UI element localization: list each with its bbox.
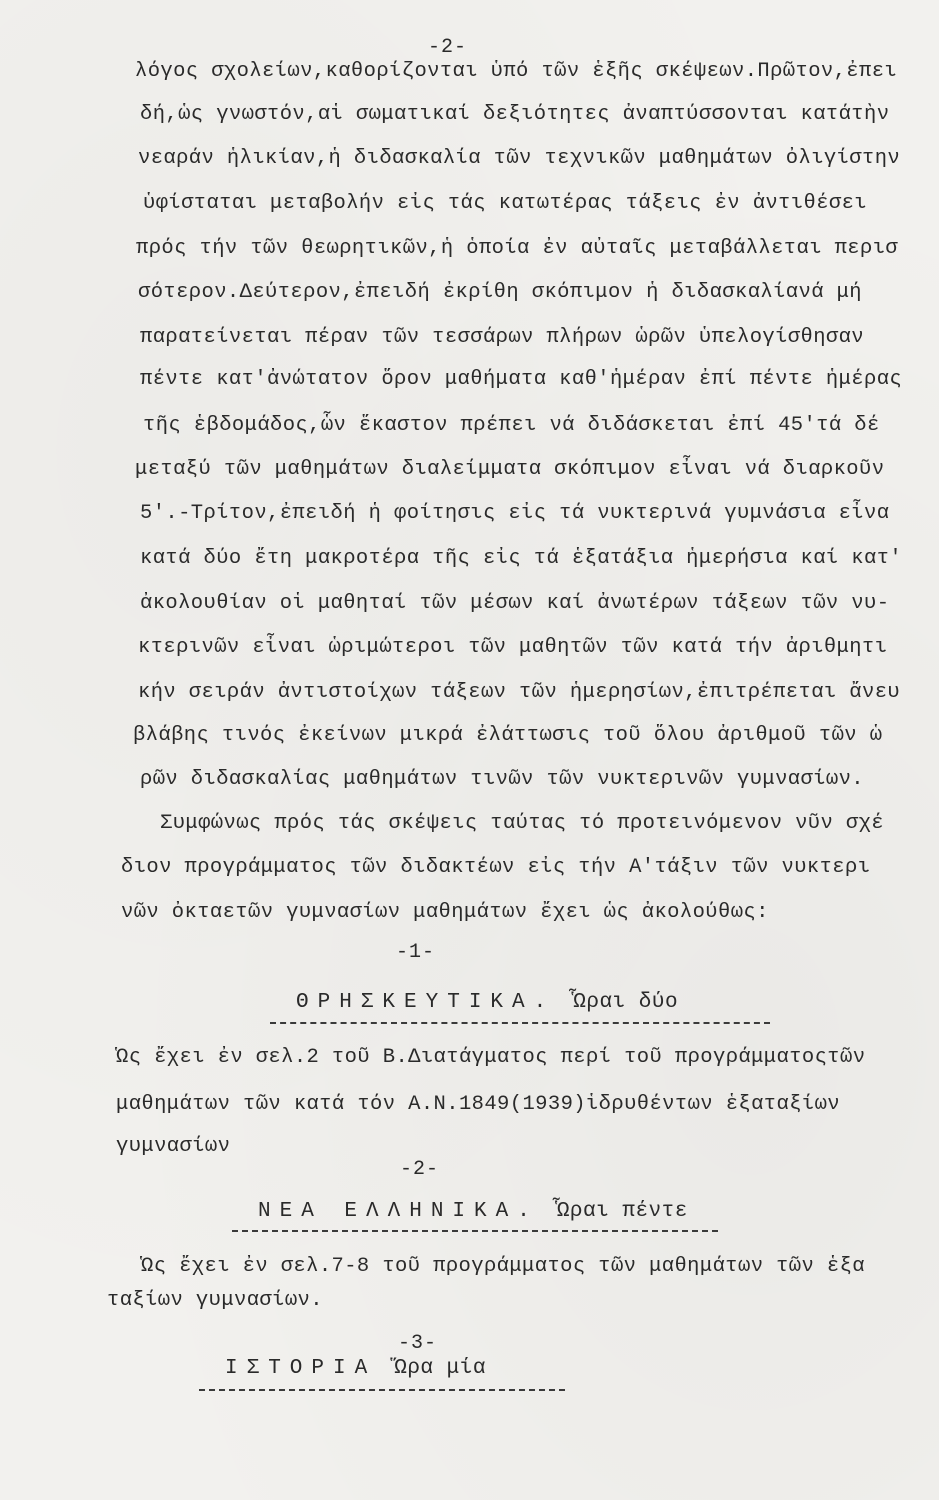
text-line: πρός τήν τῶν θεωρητικῶν,ἡ ὁποία ἐν αὐταῖς μεταβάλλεται περισ xyxy=(136,237,899,260)
text-line: γυμνασίων xyxy=(116,1135,231,1158)
title-underline xyxy=(199,1389,565,1391)
text-line: ὑφίσταται μεταβολήν εἰς τάς κατωτέρας τάξεις ἐν ἀντιθέσει xyxy=(143,192,868,215)
title-underline xyxy=(270,1022,770,1024)
section-title-text: ΝΕΑ ΕΛΛΗΝΙΚΑ. xyxy=(258,1200,539,1223)
text-line: πέντε κατ'ἀνώτατον ὅρον μαθήματα καθ'ἡμέραν ἐπί πέντε ἡμέρας xyxy=(140,368,903,391)
section-title xyxy=(225,1357,486,1380)
text-line: παρατείνεται πέραν τῶν τεσσάρων πλήρων ὡρῶν ὑπελογίσθησαν xyxy=(140,326,865,349)
text-line: τῆς ἑβδομάδος,ὧν ἕκαστον πρέπει νά διδάσκεται ἐπί 45'τά δέ xyxy=(143,414,880,437)
section-title-text: ΘΡΗΣΚΕΥΤΙΚΑ. xyxy=(296,991,556,1014)
page-number: -2- xyxy=(428,36,468,59)
section-number: -2- xyxy=(400,1158,440,1181)
text-line: σότερον.Δεύτερον,ἐπειδή ἐκρίθη σκόπιμον ἡ διδασκαλίανά μή xyxy=(138,281,863,304)
text-line: δή,ὡς γνωστόν,αἱ σωματικαί δεξιότητες ἀναπτύσσονται κατάτὴν xyxy=(140,103,890,126)
title-underline xyxy=(232,1230,718,1232)
text-line: μεταξύ τῶν μαθημάτων διαλείμματα σκόπιμον εἶναι νά διαρκοῦν xyxy=(135,458,885,481)
text-line: μαθημάτων τῶν κατά τόν Α.Ν.1849(1939)ἱδρυθέντων ἑξαταξίων xyxy=(116,1093,841,1116)
section-hours: Ὧραι πέντε xyxy=(556,1200,688,1223)
text-line: Ὡς ἔχει ἐν σελ.7-8 τοῦ προγράμματος τῶν μαθημάτων τῶν ἑξα xyxy=(141,1255,866,1278)
section-number: -1- xyxy=(396,941,436,964)
text-line: κατά δύο ἔτη μακροτέρα τῆς εἰς τά ἑξατάξια ἡμερήσια καί κατ' xyxy=(140,547,903,570)
text-line: 5'.-Τρίτον,ἐπειδή ἡ φοίτησις εἰς τά νυκτερινά γυμνάσια εἶνα xyxy=(140,502,890,525)
text-line: Συμφώνως πρός τάς σκέψεις ταύτας τό προτεινόμενον νῦν σχέ xyxy=(160,812,885,835)
section-title xyxy=(258,1200,688,1223)
text-line: νεαράν ἡλικίαν,ἡ διδασκαλία τῶν τεχνικῶν μαθημάτων ὀλιγίστην xyxy=(138,147,901,170)
text-line: ρῶν διδασκαλίας μαθημάτων τινῶν τῶν νυκτερινῶν γυμνασίων. xyxy=(140,768,865,791)
text-line: ἀκολουθίαν οἱ μαθηταί τῶν μέσων καί ἀνωτέρων τάξεων τῶν νυ- xyxy=(140,592,890,615)
section-number: -3- xyxy=(398,1332,438,1355)
section-hours: Ὥρα μία xyxy=(394,1357,486,1380)
text-line: βλάβης τινός ἐκείνων μικρά ἐλάττωσις τοῦ ὅλου ἀριθμοῦ τῶν ὡ xyxy=(133,724,883,747)
text-line: λόγος σχολείων,καθορίζονται ὑπό τῶν ἑξῆς σκέψεων.Πρῶτον,ἐπει xyxy=(135,60,898,83)
section-title-text: ΙΣΤΟΡΙΑ xyxy=(225,1357,377,1380)
section-title xyxy=(296,991,678,1014)
text-line: κτερινῶν εἶναι ὡριμώτεροι τῶν μαθητῶν τῶν κατά τήν ἀριθμητι xyxy=(138,636,888,659)
text-line: διον προγράμματος τῶν διδακτέων εἰς τήν Α'τάξιν τῶν νυκτερι xyxy=(121,856,871,879)
text-line: ταξίων γυμνασίων. xyxy=(107,1289,323,1312)
text-line: Ὡς ἔχει ἐν σελ.2 τοῦ Β.Διατάγματος περί τοῦ προγράμματοςτῶν xyxy=(116,1046,866,1069)
text-line: νῶν ὀκταετῶν γυμνασίων μαθημάτων ἔχει ὡς ἀκολούθως: xyxy=(121,901,769,924)
section-hours: Ὧραι δύο xyxy=(573,991,679,1014)
text-line: κήν σειράν ἀντιστοίχων τάξεων τῶν ἡμερησίων,ἐπιτρέπεται ἄνευ xyxy=(138,681,901,704)
